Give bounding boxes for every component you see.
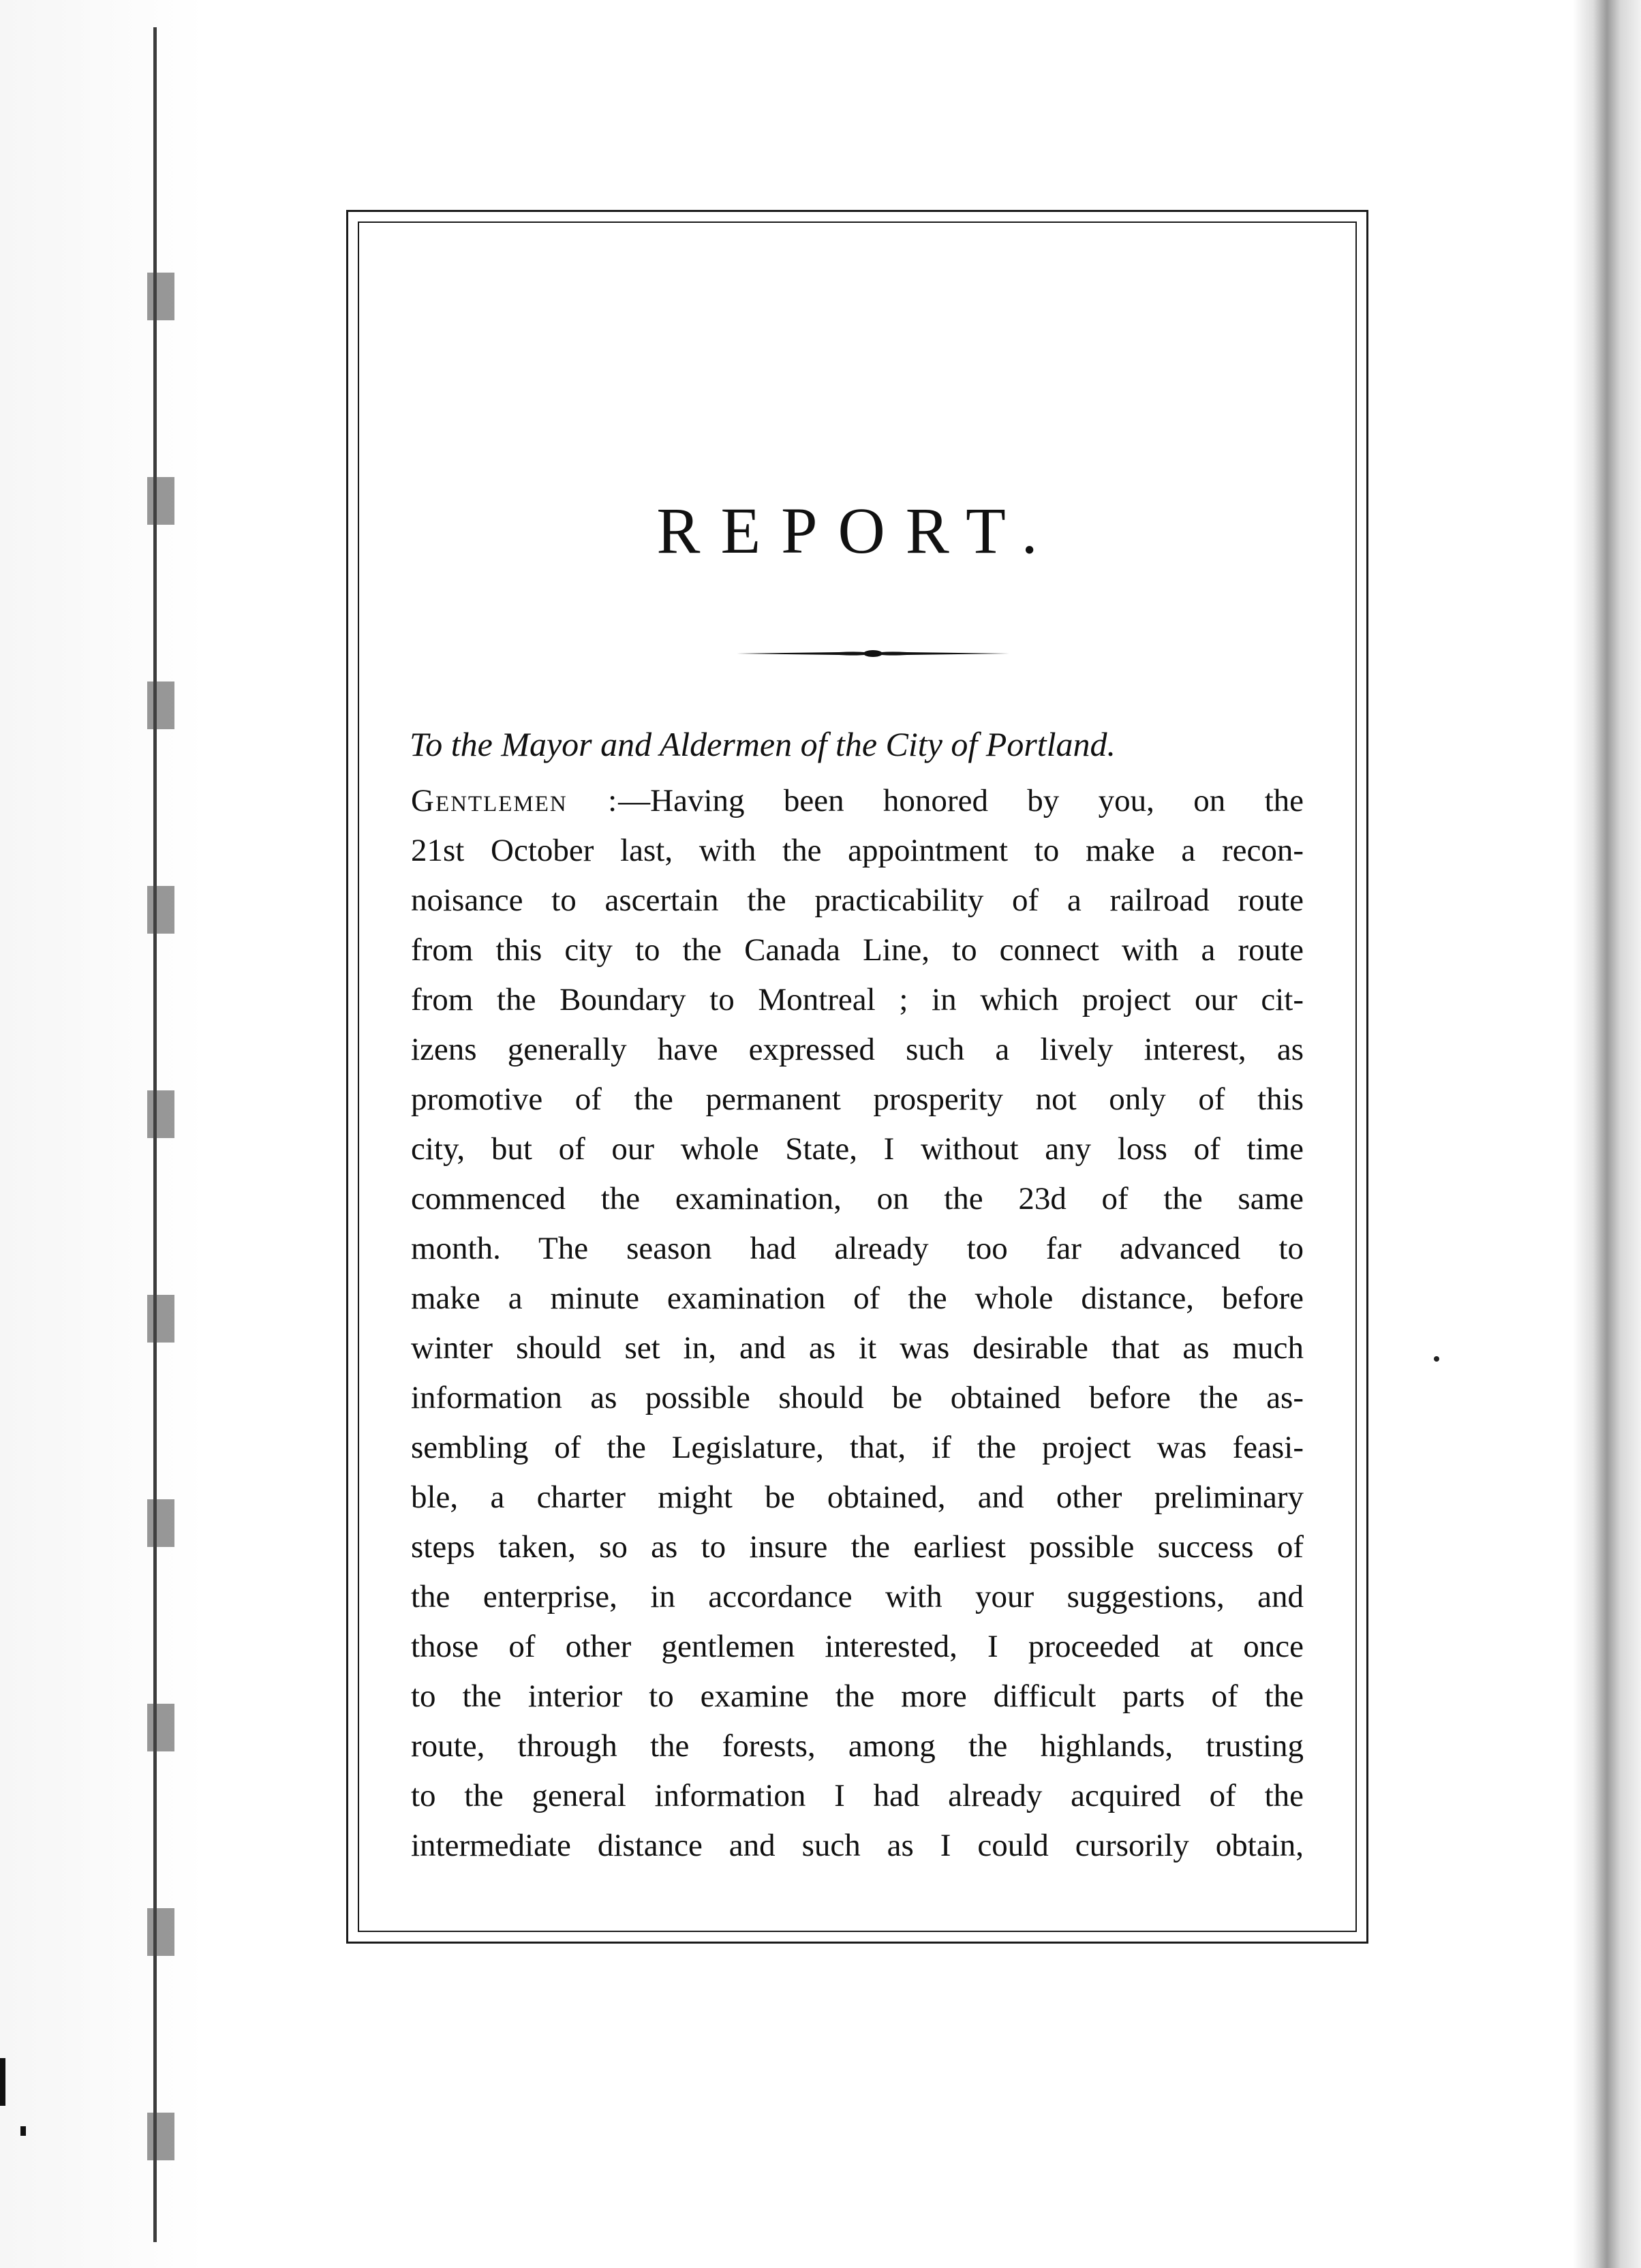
lead-word: Gentlemen : bbox=[411, 783, 619, 818]
text-line bbox=[411, 776, 1304, 826]
body-paragraph bbox=[411, 776, 1304, 1871]
text-line: winter should set in, and as it was desirable that as much bbox=[411, 1330, 1304, 1366]
text-line: route, through the forests, among the highlands, trusting bbox=[411, 1728, 1304, 1764]
text-line: those of other gentlemen interested, I proceeded at once bbox=[411, 1629, 1304, 1664]
text-line: steps taken, so as to insure the earliest possible success of bbox=[411, 1529, 1304, 1565]
line-text: —Having been honored by you, on the bbox=[618, 783, 1304, 818]
text-line: month. The season had already too far advanced to bbox=[411, 1231, 1304, 1266]
title-ornament-rule bbox=[737, 645, 1009, 662]
text-line: from the Boundary to Montreal ; in which project our cit- bbox=[411, 982, 1304, 1017]
text-line: noisance to ascertain the practicability of a railroad route bbox=[411, 883, 1304, 918]
text-line: city, but of our whole State, I without any loss of time bbox=[411, 1131, 1304, 1167]
text-line: make a minute examination of the whole distance, before bbox=[411, 1281, 1304, 1316]
page-title: REPORT. bbox=[656, 494, 1058, 567]
text-line: 21st October last, with the appointment to make a recon- bbox=[411, 833, 1304, 868]
text-line: sembling of the Legislature, that, if the project was feasi- bbox=[411, 1430, 1304, 1465]
page-border-frame bbox=[346, 210, 1368, 1944]
salutation: To the Mayor and Aldermen of the City of Portland. bbox=[410, 725, 1116, 763]
stray-mark bbox=[1434, 1356, 1439, 1362]
text-line: intermediate distance and such as I could cursorily obtain, bbox=[411, 1828, 1304, 1863]
text-line: the enterprise, in accordance with your suggestions, and bbox=[411, 1579, 1304, 1614]
margin-marks bbox=[0, 2058, 14, 2181]
text-line: from this city to the Canada Line, to connect with a route bbox=[411, 932, 1304, 968]
text-line: to the general information I had already acquired of the bbox=[411, 1778, 1304, 1813]
text-line: izens generally have expressed such a lively interest, as bbox=[411, 1032, 1304, 1067]
text-line: commenced the examination, on the 23d of the same bbox=[411, 1181, 1304, 1216]
text-line: information as possible should be obtained before the as- bbox=[411, 1380, 1304, 1415]
ornament-rule-icon bbox=[737, 645, 1009, 662]
page-edge-shadow bbox=[1573, 0, 1641, 2268]
binding-stitches bbox=[147, 123, 174, 2167]
text-line: promotive of the permanent prosperity not only of this bbox=[411, 1082, 1304, 1117]
text-line: to the interior to examine the more difficult parts of the bbox=[411, 1679, 1304, 1714]
text-line: ble, a charter might be obtained, and other preliminary bbox=[411, 1480, 1304, 1515]
